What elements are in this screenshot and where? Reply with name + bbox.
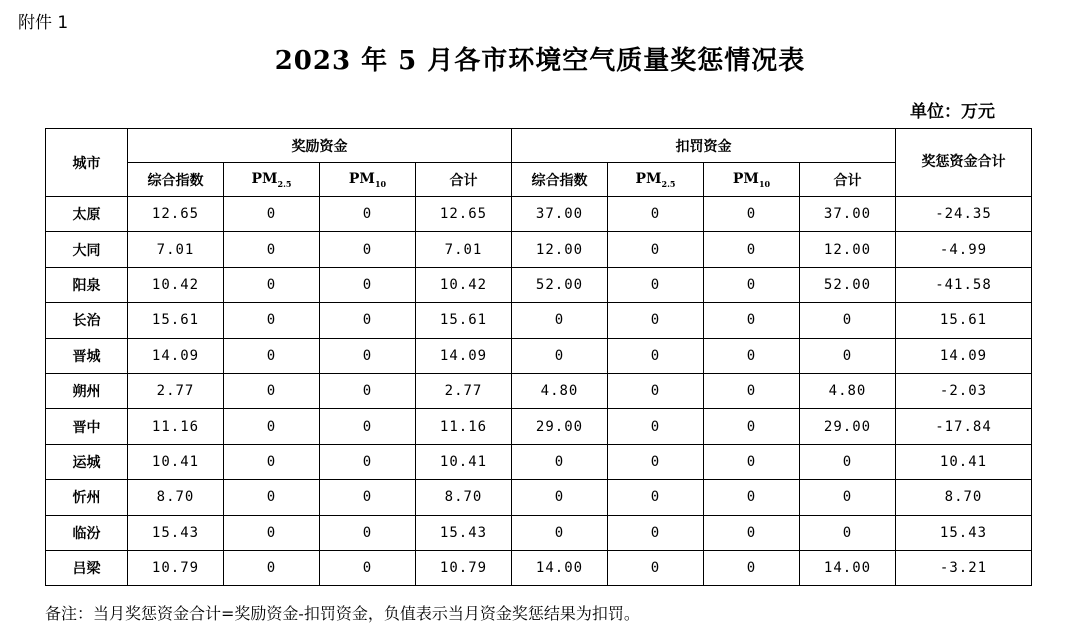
cell-total: -24.35: [896, 197, 1032, 232]
cell-p-ci: 12.00: [512, 232, 608, 267]
cell-r-pm10: 0: [320, 232, 416, 267]
cell-p-sum: 0: [800, 338, 896, 373]
cell-p-pm10: 0: [704, 515, 800, 550]
cell-r-pm10: 0: [320, 338, 416, 373]
pm25-sub: 2.5: [661, 178, 676, 189]
cell-city: 长治: [46, 303, 128, 338]
cell-r-sum: 10.79: [416, 550, 512, 585]
cell-p-ci: 4.80: [512, 373, 608, 408]
cell-city: 晋中: [46, 409, 128, 444]
header-city: 城市: [46, 129, 128, 197]
cell-r-pm10: 0: [320, 409, 416, 444]
cell-city: 吕梁: [46, 550, 128, 585]
unit-label: 单位：万元: [910, 102, 995, 122]
cell-p-sum: 0: [800, 444, 896, 479]
cell-p-sum: 12.00: [800, 232, 896, 267]
table-row: [46, 444, 1032, 479]
cell-p-ci: 37.00: [512, 197, 608, 232]
header-reward-pm10: [320, 163, 416, 197]
cell-r-ci: 15.61: [128, 303, 224, 338]
table-row: [46, 338, 1032, 373]
cell-p-pm10: 0: [704, 444, 800, 479]
table-row: [46, 550, 1032, 585]
cell-r-ci: 10.42: [128, 267, 224, 302]
cell-total: 8.70: [896, 480, 1032, 515]
pm10-sub: 10: [758, 178, 771, 189]
cell-p-sum: 52.00: [800, 267, 896, 302]
cell-p-pm25: 0: [608, 267, 704, 302]
table-row: [46, 232, 1032, 267]
cell-p-ci: 0: [512, 303, 608, 338]
cell-p-pm25: 0: [608, 197, 704, 232]
cell-r-pm25: 0: [224, 409, 320, 444]
cell-p-pm10: 0: [704, 409, 800, 444]
cell-r-ci: 7.01: [128, 232, 224, 267]
cell-r-sum: 10.41: [416, 444, 512, 479]
table-row: [46, 480, 1032, 515]
cell-p-sum: 14.00: [800, 550, 896, 585]
cell-r-pm25: 0: [224, 515, 320, 550]
cell-p-ci: 14.00: [512, 550, 608, 585]
cell-total: -41.58: [896, 267, 1032, 302]
cell-r-ci: 15.43: [128, 515, 224, 550]
reward-penalty-table: [45, 128, 1032, 586]
table-row: [46, 515, 1032, 550]
cell-r-pm25: 0: [224, 444, 320, 479]
cell-r-sum: 10.42: [416, 267, 512, 302]
table-row: [46, 267, 1032, 302]
cell-r-pm10: 0: [320, 550, 416, 585]
cell-r-pm10: 0: [320, 444, 416, 479]
header-total-text: 奖惩资金合计: [921, 154, 1006, 170]
cell-p-sum: 0: [800, 303, 896, 338]
cell-total: 15.43: [896, 515, 1032, 550]
cell-r-pm25: 0: [224, 303, 320, 338]
cell-r-ci: 14.09: [128, 338, 224, 373]
cell-r-pm25: 0: [224, 480, 320, 515]
cell-r-ci: 11.16: [128, 409, 224, 444]
cell-total: -4.99: [896, 232, 1032, 267]
header-reward-subtotal: 合计: [416, 163, 512, 197]
cell-p-pm10: 0: [704, 338, 800, 373]
table-body: [46, 197, 1032, 586]
cell-r-pm25: 0: [224, 197, 320, 232]
cell-city: 太原: [46, 197, 128, 232]
cell-p-ci: 0: [512, 444, 608, 479]
cell-p-pm10: 0: [704, 303, 800, 338]
cell-total: 14.09: [896, 338, 1032, 373]
header-reward-pm25: [224, 163, 320, 197]
cell-r-pm10: 0: [320, 373, 416, 408]
header-penalty-pm25: [608, 163, 704, 197]
pm25-base: PM: [635, 170, 662, 187]
cell-p-pm25: 0: [608, 409, 704, 444]
cell-city: 晋城: [46, 338, 128, 373]
cell-p-pm25: 0: [608, 515, 704, 550]
cell-p-pm25: 0: [608, 373, 704, 408]
cell-p-pm25: 0: [608, 480, 704, 515]
cell-r-pm25: 0: [224, 267, 320, 302]
table-row: [46, 409, 1032, 444]
cell-r-pm25: 0: [224, 338, 320, 373]
cell-r-pm10: 0: [320, 480, 416, 515]
pm25-base: PM: [251, 170, 278, 187]
cell-p-sum: 0: [800, 515, 896, 550]
cell-r-ci: 10.41: [128, 444, 224, 479]
cell-r-sum: 12.65: [416, 197, 512, 232]
cell-city: 阳泉: [46, 267, 128, 302]
table-row: [46, 303, 1032, 338]
cell-r-pm10: 0: [320, 515, 416, 550]
cell-r-sum: 2.77: [416, 373, 512, 408]
cell-p-pm25: 0: [608, 338, 704, 373]
cell-city: 临汾: [46, 515, 128, 550]
header-penalty-composite-index: 综合指数: [512, 163, 608, 197]
cell-r-pm25: 0: [224, 373, 320, 408]
pm10-sub: 10: [374, 178, 387, 189]
cell-p-pm10: 0: [704, 550, 800, 585]
cell-p-sum: 29.00: [800, 409, 896, 444]
cell-r-sum: 15.43: [416, 515, 512, 550]
cell-p-pm25: 0: [608, 550, 704, 585]
cell-r-pm10: 0: [320, 267, 416, 302]
cell-total: -17.84: [896, 409, 1032, 444]
header-total: [896, 129, 1032, 197]
table-row: [46, 197, 1032, 232]
cell-r-ci: 2.77: [128, 373, 224, 408]
pm10-base: PM: [732, 170, 759, 187]
cell-p-sum: 37.00: [800, 197, 896, 232]
cell-total: -3.21: [896, 550, 1032, 585]
page-title: 2023 年 5 月各市环境空气质量奖惩情况表: [274, 46, 806, 76]
cell-r-sum: 14.09: [416, 338, 512, 373]
pm25-sub: 2.5: [277, 178, 292, 189]
cell-p-sum: 4.80: [800, 373, 896, 408]
cell-r-pm10: 0: [320, 303, 416, 338]
header-penalty-group: 扣罚资金: [512, 129, 896, 163]
header-penalty-subtotal: 合计: [800, 163, 896, 197]
cell-p-pm25: 0: [608, 232, 704, 267]
cell-total: 10.41: [896, 444, 1032, 479]
cell-p-ci: 0: [512, 480, 608, 515]
header-penalty-pm10: [704, 163, 800, 197]
cell-p-ci: 0: [512, 338, 608, 373]
cell-r-pm25: 0: [224, 232, 320, 267]
cell-p-sum: 0: [800, 480, 896, 515]
cell-p-pm10: 0: [704, 373, 800, 408]
cell-r-sum: 7.01: [416, 232, 512, 267]
cell-r-pm25: 0: [224, 550, 320, 585]
pm10-base: PM: [348, 170, 375, 187]
cell-p-ci: 52.00: [512, 267, 608, 302]
cell-total: -2.03: [896, 373, 1032, 408]
cell-p-pm25: 0: [608, 303, 704, 338]
cell-r-ci: 10.79: [128, 550, 224, 585]
cell-total: 15.61: [896, 303, 1032, 338]
cell-r-sum: 8.70: [416, 480, 512, 515]
header-reward-composite-index: 综合指数: [128, 163, 224, 197]
cell-city: 大同: [46, 232, 128, 267]
cell-p-pm10: 0: [704, 197, 800, 232]
cell-city: 忻州: [46, 480, 128, 515]
cell-p-pm10: 0: [704, 267, 800, 302]
cell-p-ci: 29.00: [512, 409, 608, 444]
header-reward-group: 奖励资金: [128, 129, 512, 163]
cell-r-pm10: 0: [320, 197, 416, 232]
cell-p-ci: 0: [512, 515, 608, 550]
attachment-label: 附件 1: [18, 13, 69, 33]
cell-r-sum: 15.61: [416, 303, 512, 338]
cell-r-sum: 11.16: [416, 409, 512, 444]
cell-p-pm25: 0: [608, 444, 704, 479]
table-row: [46, 373, 1032, 408]
cell-r-ci: 12.65: [128, 197, 224, 232]
cell-p-pm10: 0: [704, 232, 800, 267]
footnote: 备注：当月奖惩资金合计=奖励资金-扣罚资金，负值表示当月资金奖惩结果为扣罚。: [45, 604, 640, 623]
cell-city: 运城: [46, 444, 128, 479]
cell-p-pm10: 0: [704, 480, 800, 515]
cell-city: 朔州: [46, 373, 128, 408]
cell-r-ci: 8.70: [128, 480, 224, 515]
